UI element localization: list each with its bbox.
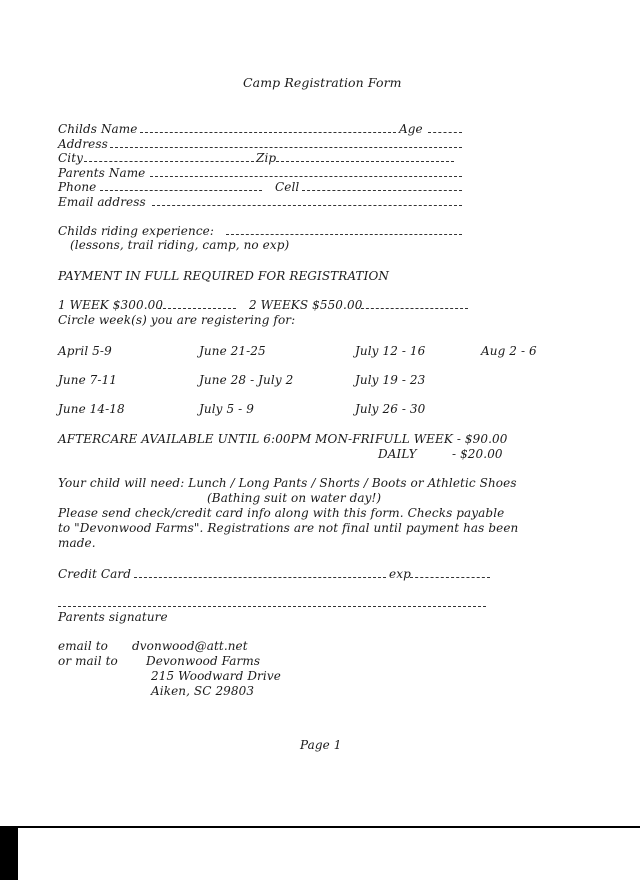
zip-label: Zip <box>256 151 277 165</box>
page-number: Page 1 <box>300 738 342 752</box>
email-address-label: Email address <box>58 195 146 209</box>
instructions-line: made. <box>58 536 96 550</box>
week-option[interactable]: June 21-25 <box>199 344 266 358</box>
aftercare-daily-label: DAILY <box>378 447 417 461</box>
email-to-label: email to <box>58 639 108 653</box>
cell-field[interactable] <box>302 190 462 191</box>
parents-name-field[interactable] <box>150 176 462 177</box>
contact-email[interactable]: dvonwood@att.net <box>132 639 248 653</box>
two-weeks-field[interactable] <box>356 308 468 309</box>
form-title: Camp Registration Form <box>243 75 402 90</box>
parents-name-label: Parents Name <box>58 166 146 180</box>
childs-name-field[interactable] <box>140 132 396 133</box>
circle-weeks-instruction: Circle week(s) you are registering for: <box>58 313 296 327</box>
exp-field[interactable] <box>410 577 490 578</box>
instructions-line: Please send check/credit card info along with this form. Checks payable <box>58 506 505 520</box>
riding-experience-label: Childs riding experience: <box>58 224 214 238</box>
phone-field[interactable] <box>100 190 262 191</box>
riding-experience-field[interactable] <box>226 234 462 235</box>
needs-line: (Bathing suit on water day!) <box>207 491 382 505</box>
email-address-field[interactable] <box>152 205 462 206</box>
city-label: City <box>58 151 84 165</box>
riding-experience-hint: (lessons, trail riding, camp, no exp) <box>70 238 290 252</box>
week-option[interactable]: July 5 - 9 <box>199 402 254 416</box>
childs-name-label: Childs Name <box>58 122 138 136</box>
zip-field[interactable] <box>276 161 454 162</box>
address-field[interactable] <box>110 147 462 148</box>
credit-card-field[interactable] <box>134 577 386 578</box>
signature-field[interactable] <box>58 606 486 607</box>
payment-notice: PAYMENT IN FULL REQUIRED FOR REGISTRATION <box>58 269 389 283</box>
parents-signature-label: Parents signature <box>58 610 168 624</box>
aftercare-full-week: FULL WEEK - $90.00 <box>375 432 508 446</box>
mail-name: Devonwood Farms <box>146 654 261 668</box>
week-option[interactable]: June 7-11 <box>58 373 118 387</box>
one-week-field[interactable] <box>158 308 236 309</box>
city-field[interactable] <box>84 161 254 162</box>
one-week-price: 1 WEEK $300.00 <box>58 298 164 312</box>
address-label: Address <box>58 137 108 151</box>
week-option[interactable]: April 5-9 <box>58 344 112 358</box>
age-label: Age <box>399 122 423 136</box>
week-option[interactable]: June 14-18 <box>58 402 125 416</box>
week-option[interactable]: July 26 - 30 <box>355 402 426 416</box>
cell-label: Cell <box>275 180 300 194</box>
mail-city: Aiken, SC 29803 <box>151 684 255 698</box>
credit-card-label: Credit Card <box>58 567 132 581</box>
week-option[interactable]: June 28 - July 2 <box>199 373 294 387</box>
aftercare-daily-price: - $20.00 <box>452 447 503 461</box>
week-option[interactable]: July 19 - 23 <box>355 373 426 387</box>
needs-line: Your child will need: Lunch / Long Pants / Shorts / Boots or Athletic Shoes <box>58 476 517 490</box>
aftercare-label: AFTERCARE AVAILABLE UNTIL 6:00PM MON-FRI <box>58 432 375 446</box>
phone-label: Phone <box>58 180 97 194</box>
scan-border-inner <box>18 828 640 880</box>
mail-street: 215 Woodward Drive <box>151 669 281 683</box>
exp-label: exp <box>389 567 411 581</box>
week-option[interactable]: Aug 2 - 6 <box>481 344 537 358</box>
instructions-line: to "Devonwood Farms". Registrations are not final until payment has been <box>58 521 519 535</box>
week-option[interactable]: July 12 - 16 <box>355 344 426 358</box>
mail-to-label: or mail to <box>58 654 118 668</box>
age-field[interactable] <box>428 132 462 133</box>
two-weeks-price: 2 WEEKS $550.00 <box>249 298 363 312</box>
